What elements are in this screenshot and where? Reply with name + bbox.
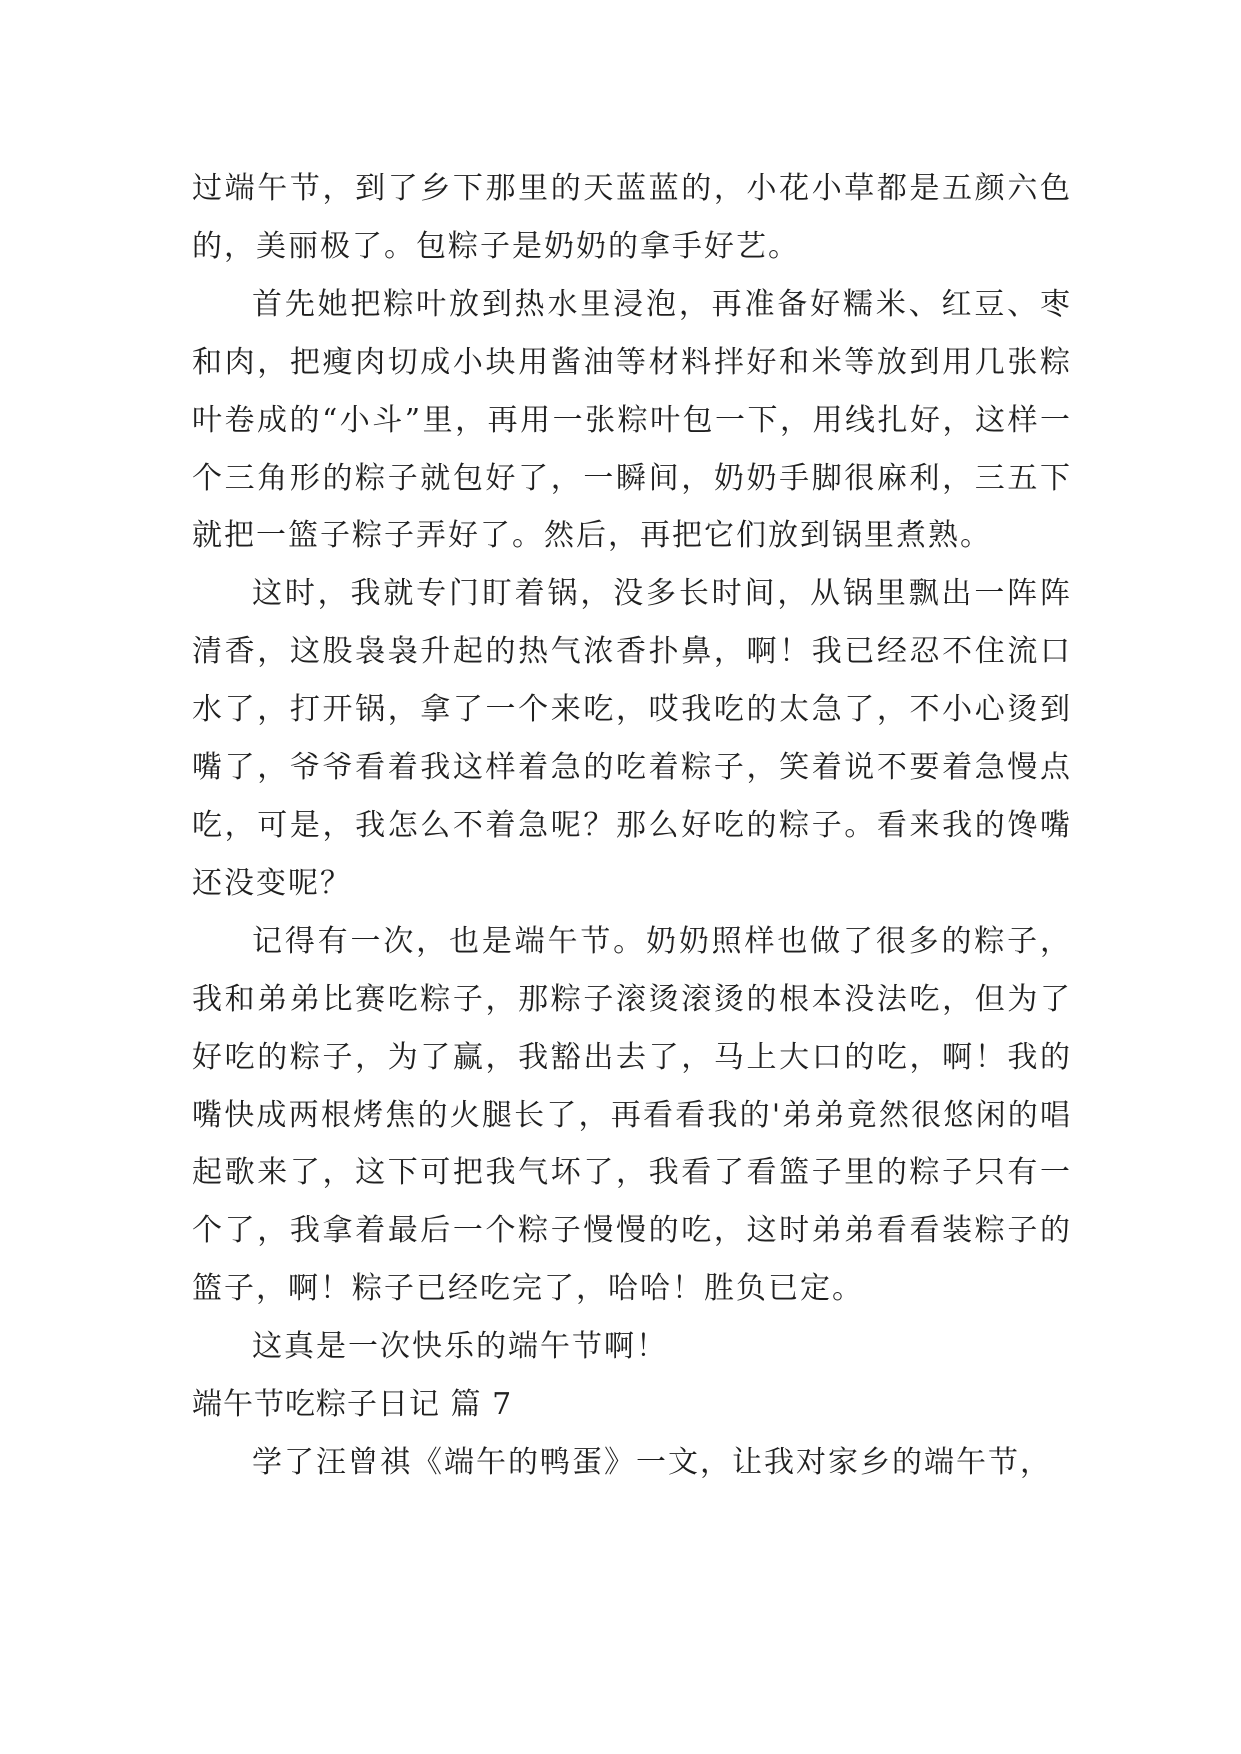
paragraph: 过端午节，到了乡下那里的天蓝蓝的，小花小草都是五颜六色的，美丽极了。包粽子是奶奶的拿手好艺。	[192, 171, 1072, 264]
paragraph: 记得有一次，也是端午节。奶奶照样也做了很多的粽子，我和弟弟比赛吃粽子，那粽子滚烫滚烫的根本没法吃，但为了好吃的粽子，为了赢，我豁出去了，马上大口的吃，啊！我的嘴快成两根烤焦的火腿长了，再看看我的'弟弟竟然很悠闲的唱起歌来了，这下可把我气坏了，我看了看篮子里的粽子只有一个了，我拿着最后一个粽子慢慢的吃，这时弟弟看看装粽子的篮子，啊！粽子已经吃完了，哈哈！胜负已定。	[192, 923, 1072, 1307]
paragraph: 这真是一次快乐的端午节啊！	[252, 1329, 668, 1365]
paragraph: 学了汪曾祺《端午的鸭蛋》一文，让我对家乡的端午节，	[252, 1444, 1052, 1480]
section-heading: 端午节吃粽子日记 篇 7	[192, 1387, 513, 1423]
paragraph: 首先她把粽叶放到热水里浸泡，再准备好糯米、红豆、枣和肉，把瘦肉切成小块用酱油等材料拌好和米等放到用几张粽叶卷成的“小斗”里，再用一张粽叶包一下，用线扎好，这样一个三角形的粽子就包好了，一瞬间，奶奶手脚很麻利，三五下就把一篮子粽子弄好了。然后，再把它们放到锅里煮熟。	[192, 286, 1072, 554]
paragraph: 这时，我就专门盯着锅，没多长时间，从锅里飘出一阵阵清香，这股袅袅升起的热气浓香扑鼻，啊！我已经忍不住流口水了，打开锅，拿了一个来吃，哎我吃的太急了，不小心烫到嘴了，爷爷看着我这样着急的吃着粽子，笑着说不要着急慢点吃，可是，我怎么不着急呢？那么好吃的粽子。看来我的馋嘴还没变呢？	[192, 576, 1072, 901]
document-body	[192, 160, 1072, 1492]
